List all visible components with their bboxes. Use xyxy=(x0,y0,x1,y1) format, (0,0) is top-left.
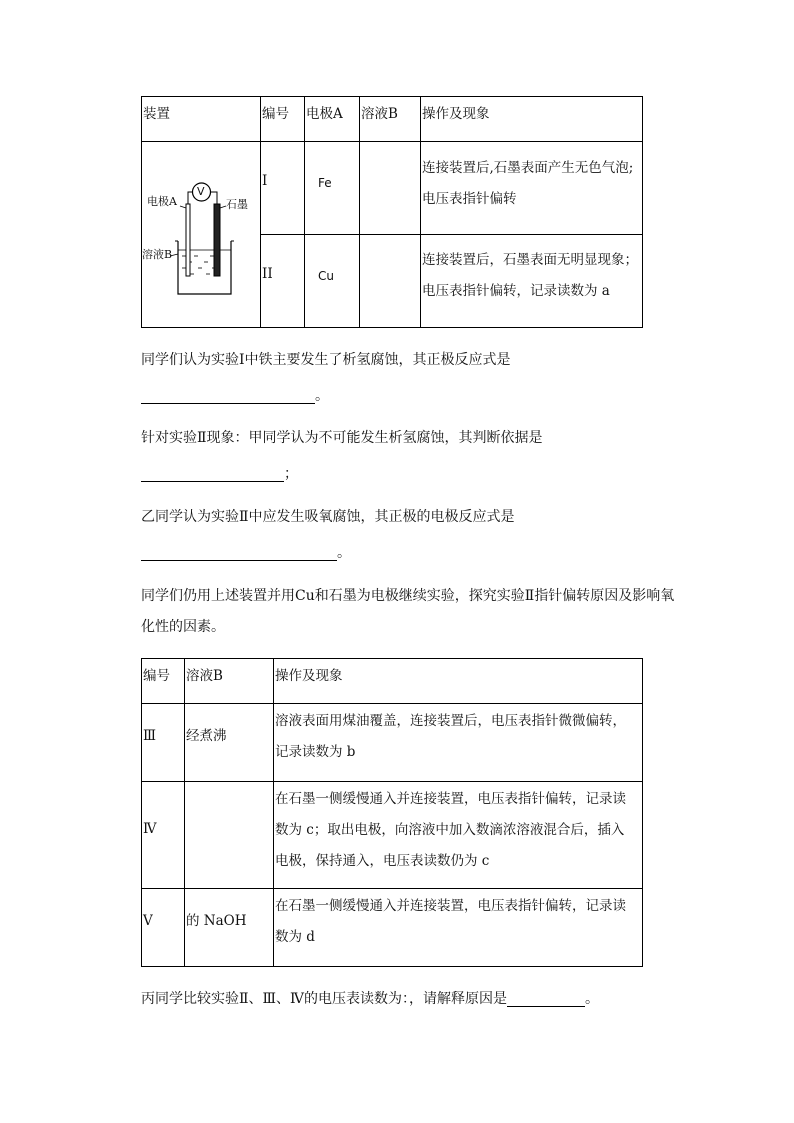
paragraph-text: 丙同学比较实验Ⅱ、Ⅲ、Ⅳ的电压表读数为：，请解释原因是 xyxy=(141,991,508,1007)
row-description xyxy=(421,142,643,235)
solution-b-label: 溶液B xyxy=(142,248,173,261)
description-line: 电压表指针偏转 xyxy=(422,191,517,207)
row-id: Ⅳ xyxy=(142,782,185,889)
row-electrode: Fe xyxy=(305,142,360,235)
description-line: 连接装置后，石墨表面无明显现象； xyxy=(422,252,638,268)
row-description xyxy=(274,704,643,782)
row-description xyxy=(421,235,643,328)
table2-header-number: 编号 xyxy=(142,659,185,704)
paragraph-end: 。 xyxy=(315,388,329,404)
electrode-a-label: 电极A xyxy=(147,195,177,208)
description-line: 在石墨一侧缓慢通入并连接装置，电压表指针偏转，记录读 xyxy=(275,898,626,914)
description-line: 在石墨一侧缓慢通入并连接装置，电压表指针偏转，记录读 xyxy=(275,791,626,807)
row-id: Ⅲ xyxy=(142,704,185,782)
description-line: 数为 c；取出电极，向溶液中加入数滴浓溶液混合后，插入 xyxy=(275,822,625,838)
row-solution: 经煮沸 xyxy=(185,704,274,782)
description-line: 记录读数为 b xyxy=(275,744,356,760)
row-id: I xyxy=(261,142,305,235)
table2-header-operation: 操作及现象 xyxy=(274,659,643,704)
table1-header-operation: 操作及现象 xyxy=(421,97,643,142)
description-line: 数为 d xyxy=(275,929,315,945)
row-solution: 的 NaOH xyxy=(185,889,274,967)
paragraph-text: 同学们仍用上述装置并用Cu和石墨为电极继续实验，探究实验Ⅱ指针偏转原因及影响氧 xyxy=(141,588,675,604)
table2-header-solution: 溶液B xyxy=(185,659,274,704)
question-paragraph-3 xyxy=(141,502,681,569)
question-paragraph-2 xyxy=(141,423,681,490)
table1-header-apparatus: 装置 xyxy=(142,97,261,142)
description-line: 电极，保持通入，电压表读数仍为 c xyxy=(275,853,490,869)
row-description xyxy=(274,889,643,967)
table-row xyxy=(142,889,643,967)
description-line: 电压表指针偏转，记录读数为 a xyxy=(422,283,610,299)
paragraph-text: 乙同学认为实验Ⅱ中应发生吸氧腐蚀，其正极的电极反应式是 xyxy=(141,509,515,525)
row-electrode: Cu xyxy=(305,235,360,328)
row-solution xyxy=(185,782,274,889)
row-solution xyxy=(360,142,421,235)
question-paragraph-5 xyxy=(141,984,681,1015)
table1-header-row xyxy=(142,97,643,142)
answer-blank[interactable] xyxy=(141,544,337,561)
question-paragraph-1 xyxy=(141,345,681,412)
experiment-table-1 xyxy=(141,96,643,328)
row-description xyxy=(274,782,643,889)
answer-blank[interactable] xyxy=(141,387,315,404)
table1-header-number: 编号 xyxy=(261,97,305,142)
row-solution xyxy=(360,235,421,328)
answer-blank[interactable] xyxy=(507,990,585,1007)
paragraph-end: 。 xyxy=(337,545,351,561)
paragraph-text: 化性的因素。 xyxy=(141,619,225,635)
row-id: Ⅴ xyxy=(142,889,185,967)
table1-header-electrode: 电极A xyxy=(305,97,360,142)
table-row xyxy=(142,782,643,889)
voltmeter-symbol: V xyxy=(197,185,205,198)
experiment-table-2 xyxy=(141,658,643,967)
table-row xyxy=(142,704,643,782)
question-paragraph-4 xyxy=(141,581,681,643)
answer-blank[interactable] xyxy=(141,465,284,482)
paragraph-text: 同学们认为实验Ⅰ中铁主要发生了析氢腐蚀，其正极反应式是 xyxy=(141,352,511,368)
description-line: 溶液表面用煤油覆盖，连接装置后，电压表指针微微偏转， xyxy=(275,713,626,729)
description-line: 连接装置后,石墨表面产生无色气泡; xyxy=(422,160,634,176)
apparatus-diagram xyxy=(142,142,260,326)
apparatus-cell xyxy=(142,142,261,328)
table-row xyxy=(142,142,643,235)
electrochemical-cell-icon xyxy=(142,142,260,326)
paragraph-text: 针对实验Ⅱ现象：甲同学认为不可能发生析氢腐蚀，其判断依据是 xyxy=(141,430,543,446)
paragraph-end: ； xyxy=(284,466,298,482)
graphite-label: 石墨 xyxy=(226,198,248,211)
paragraph-end: 。 xyxy=(585,991,600,1007)
table1-header-solution: 溶液B xyxy=(360,97,421,142)
row-id: II xyxy=(261,235,305,328)
table2-header-row xyxy=(142,659,643,704)
